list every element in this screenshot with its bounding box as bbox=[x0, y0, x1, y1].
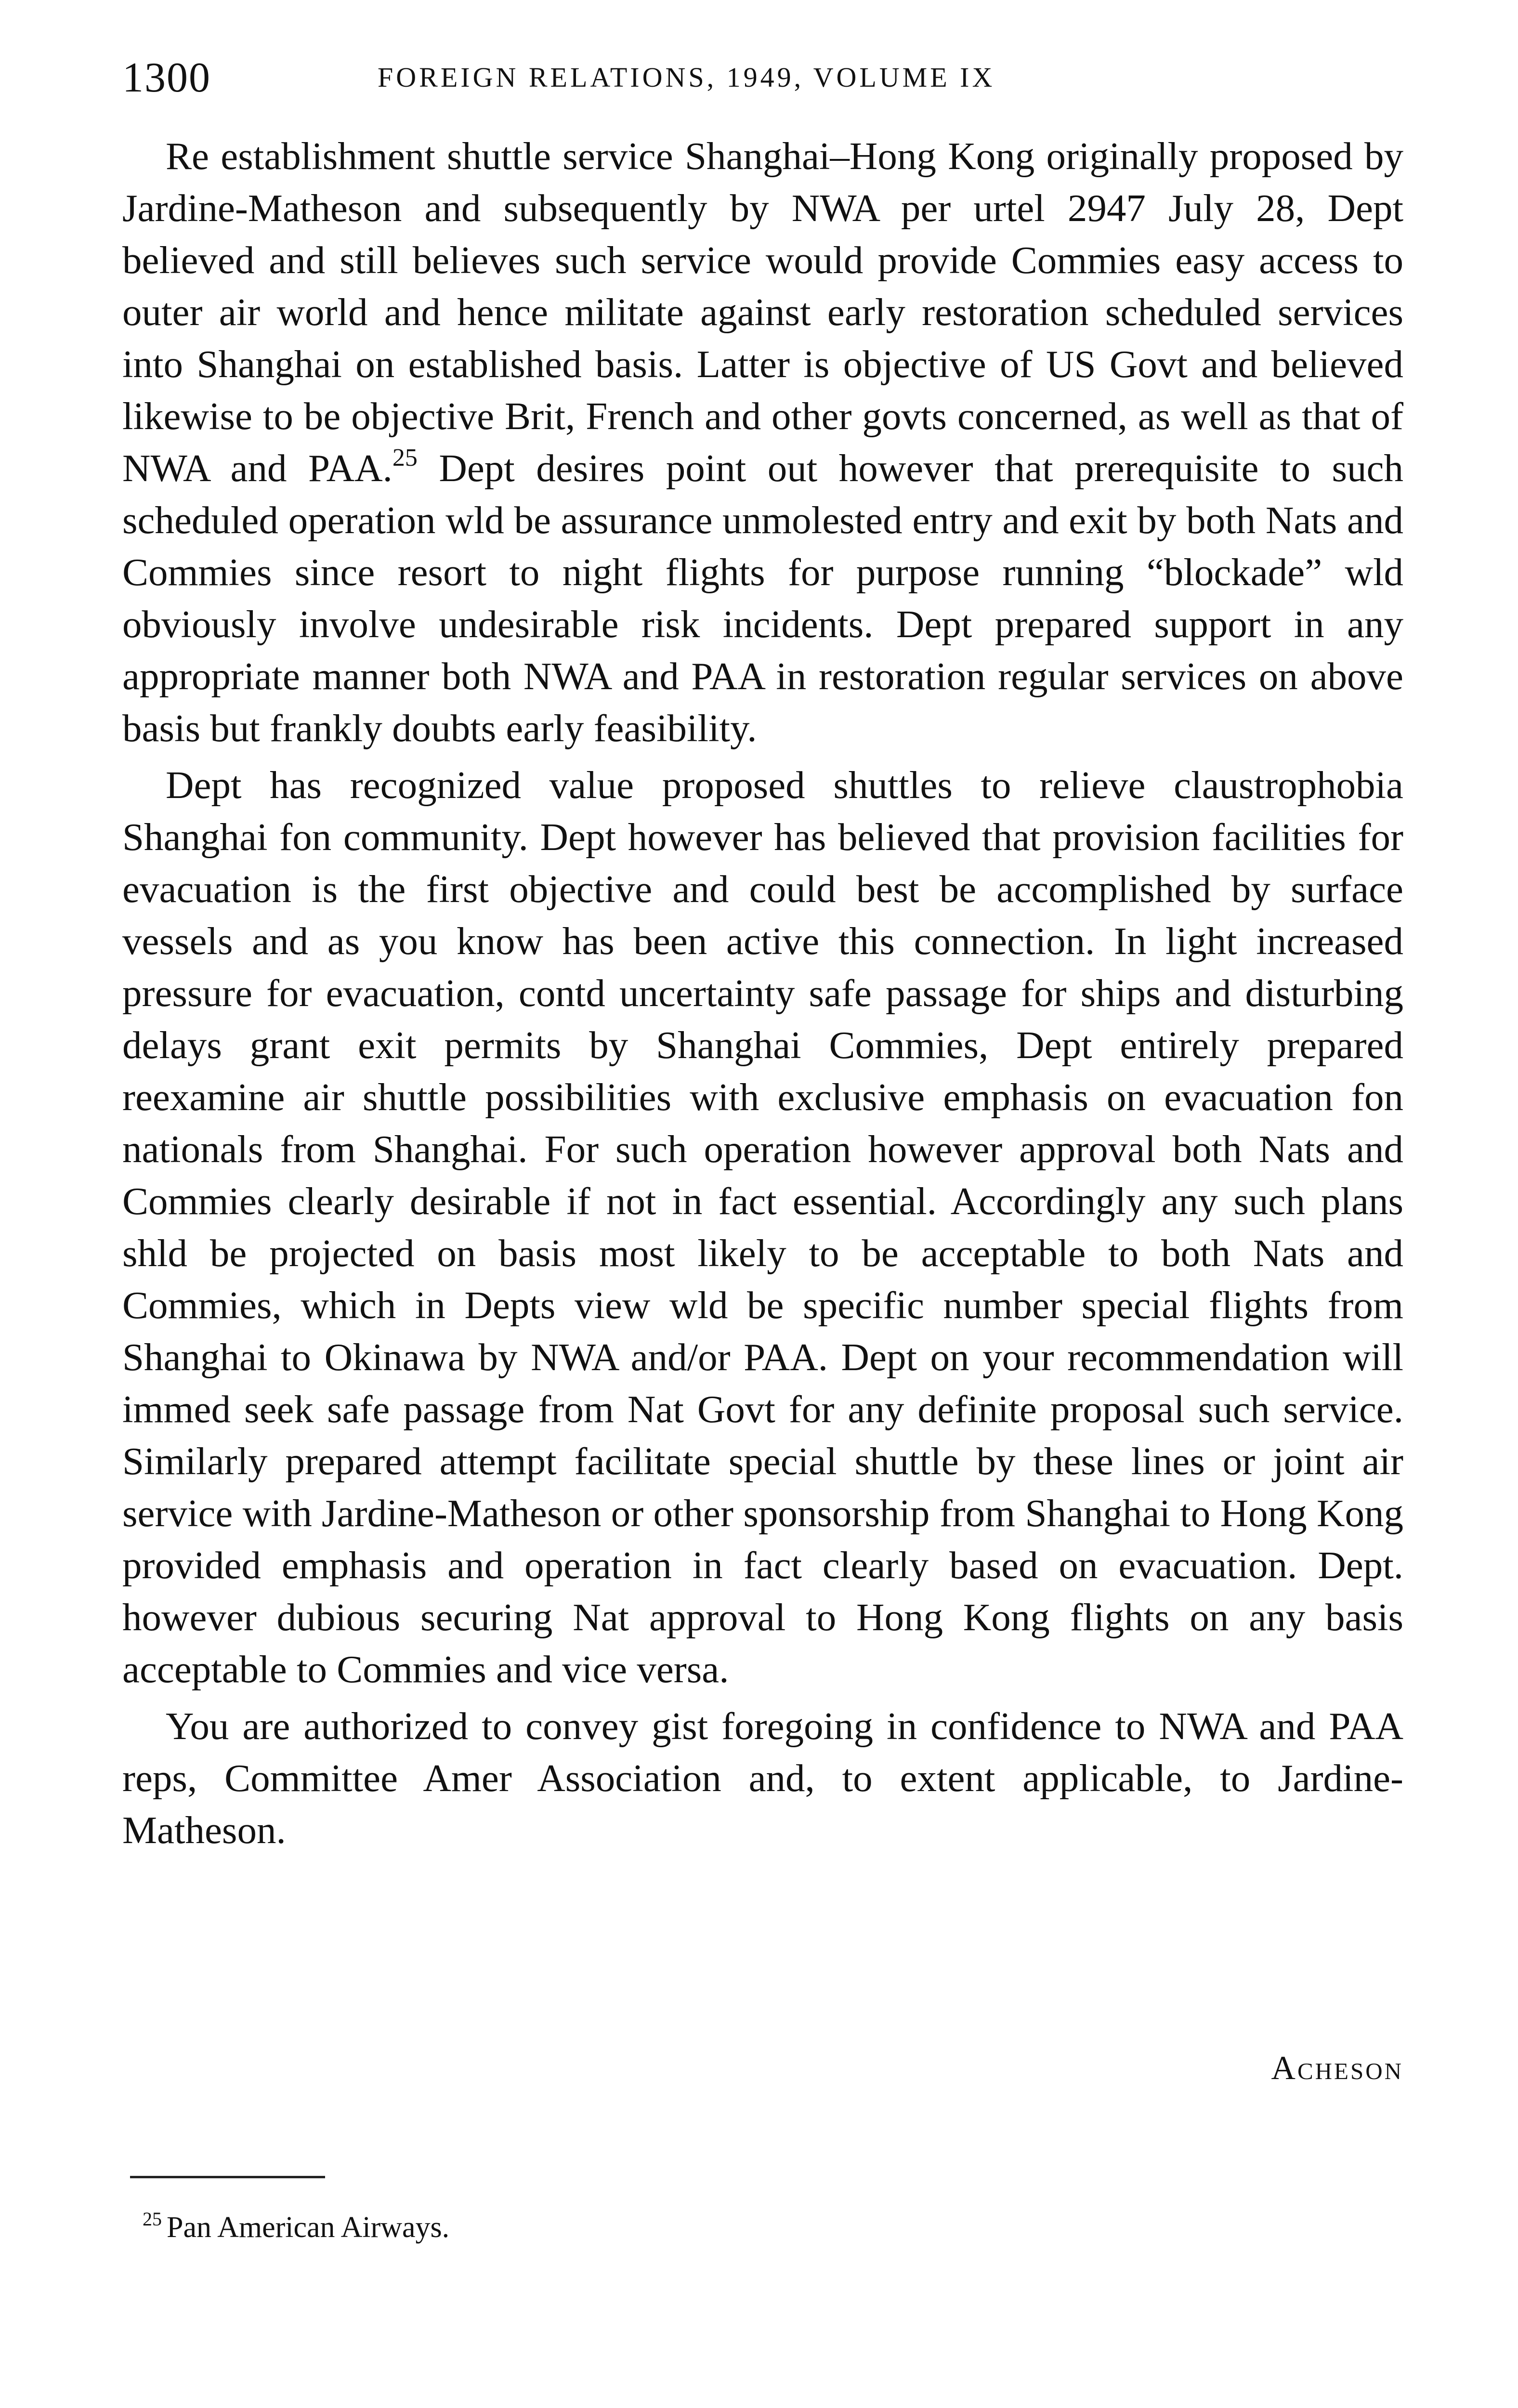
paragraph-1 bbox=[122, 130, 1403, 754]
footnote-reference: 25 bbox=[392, 444, 418, 471]
paragraph-2: Dept has recognized value proposed shuttles to relieve claustrophobia Shanghai fon community. Dept however has believed that provision facilities for evacuation is the first objective and could best be accomplished by surface vessels and as you know has been active this connection. In light increased pressure for evacuation, contd uncertainty safe passage for ships and disturbing delays grant exit permits by Shanghai Commies, Dept entirely prepared reexamine air shuttle possibilities with exclusive emphasis on evacuation fon nationals from Shanghai. For such operation however approval both Nats and Commies clearly desirable if not in fact essential. Accordingly any such plans shld be projected on basis most likely to be acceptable to both Nats and Commies, which in Depts view wld be specific number special flights from Shanghai to Okinawa by NWA and/or PAA. Dept on your recommendation will immed seek safe passage from Nat Govt for any definite proposal such service. Similarly prepared attempt facilitate special shuttle by these lines or joint air service with Jardine-Matheson or other sponsorship from Shanghai to Hong Kong provided emphasis and operation in fact clearly based on evacuation. Dept. however dubious securing Nat approval to Hong Kong flights on any basis acceptable to Commies and vice versa. bbox=[122, 763, 1403, 1691]
page-number: 1300 bbox=[122, 54, 211, 101]
running-title: FOREIGN RELATIONS, 1949, VOLUME IX bbox=[378, 62, 995, 93]
footnote-text: Pan American Airways. bbox=[167, 2211, 450, 2244]
paragraph-3: You are authorized to convey gist foregoing in confidence to NWA and PAA reps, Committee Amer Association and, to extent applicable, to Jardine-Matheson. bbox=[122, 1704, 1403, 1852]
footnote-divider bbox=[130, 2176, 325, 2178]
footnote bbox=[143, 2208, 449, 2247]
body-text bbox=[122, 130, 1403, 1856]
footnote-marker: 25 bbox=[143, 2208, 162, 2230]
signature: Acheson bbox=[1271, 2050, 1403, 2087]
paragraph-1-text-start: Re establishment shuttle service Shanghai–Hong Kong originally proposed by Jardine-Matheson and subsequently by NWA per urtel 2947 July 28, Dept believed and still believes such service would provide Commies easy access to outer air world and hence militate against early restoration scheduled services into Shanghai on established basis. Latter is objective of US Govt and believed likewise to be objective Brit, French and other govts concerned, as well as that of NWA and PAA. bbox=[122, 134, 1403, 490]
paragraph-1-text-end: Dept desires point out however that prerequisite to such scheduled operation wld be assurance unmolested entry and exit by both Nats and Commies since resort to night flights for purpose running “blockade” wld obviously involve undesirable risk incidents. Dept prepared support in any appropriate manner both NWA and PAA in restoration regular services on above basis but frankly doubts early feasibility. bbox=[122, 446, 1403, 750]
running-header bbox=[122, 48, 1399, 111]
